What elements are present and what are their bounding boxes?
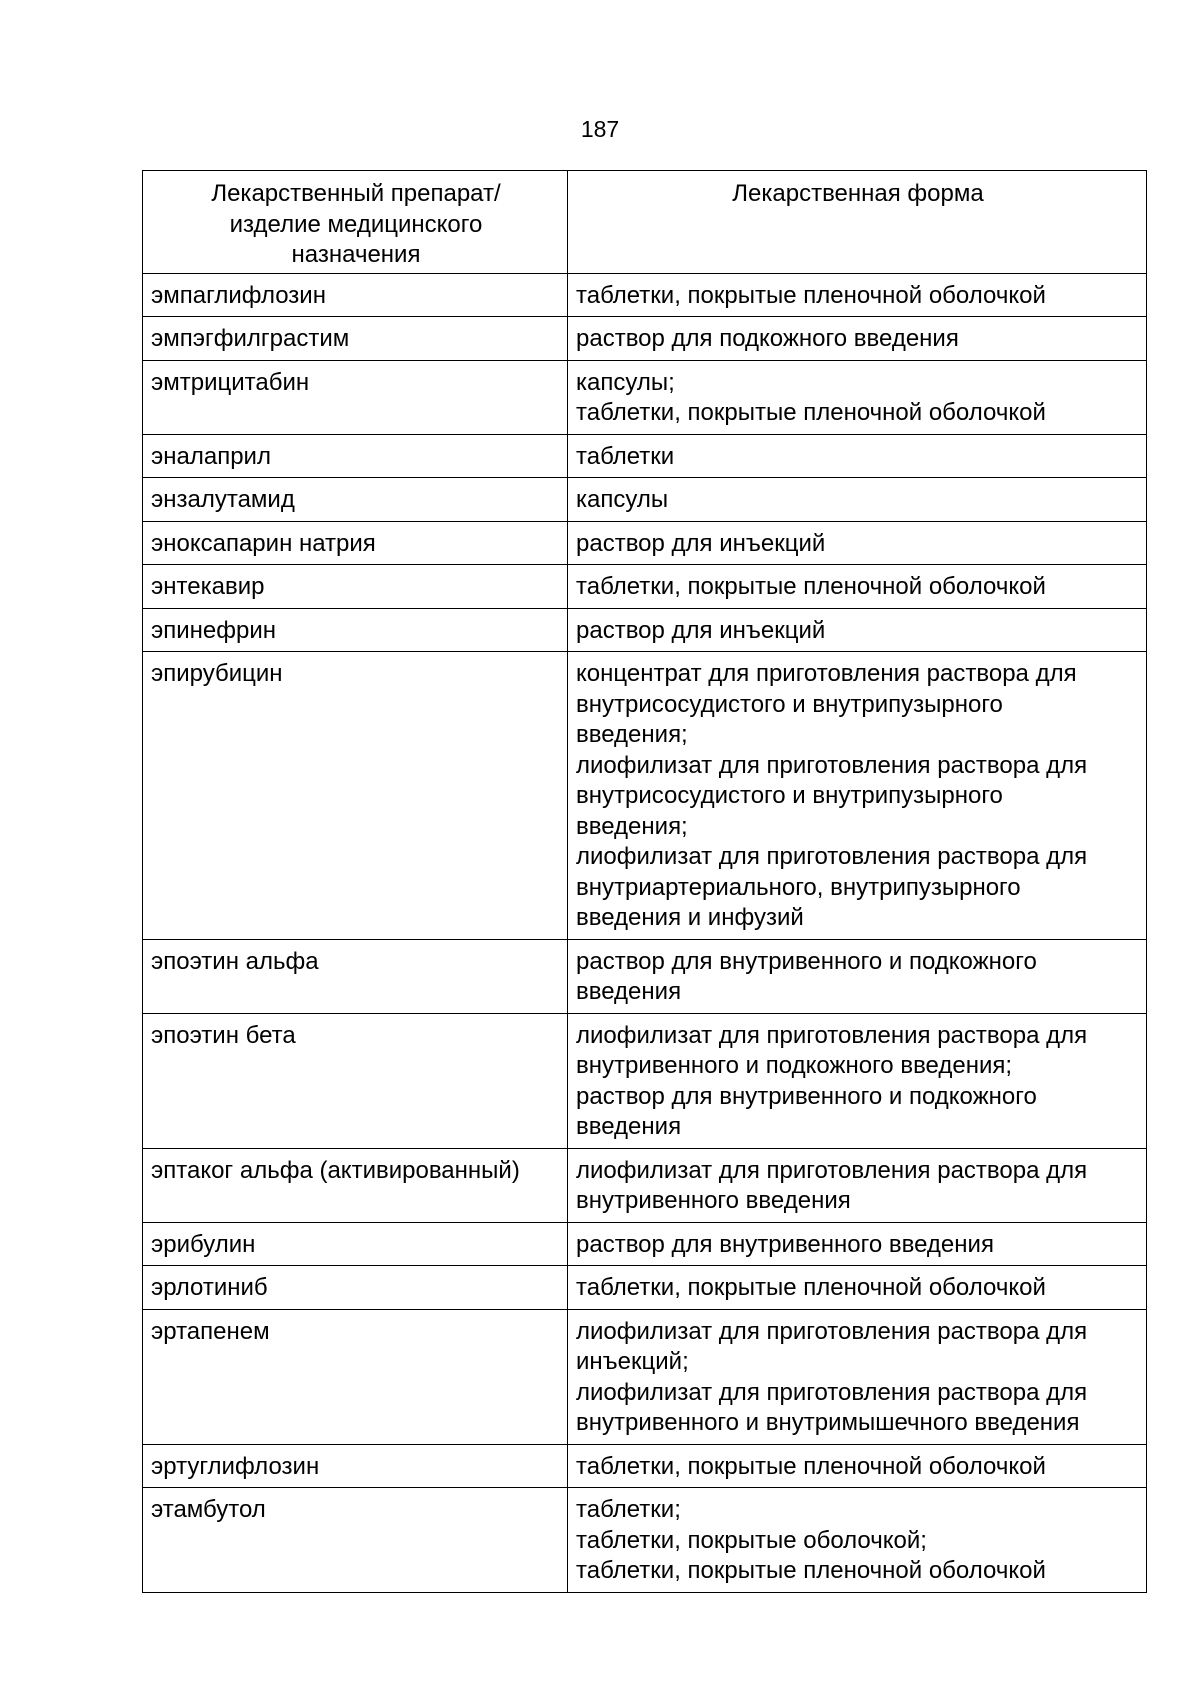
dosage-form-cell: таблетки, покрытые пленочной оболочкой: [568, 1266, 1147, 1310]
drug-name-cell: эноксапарин натрия: [143, 521, 568, 565]
table-header-row: [143, 171, 1147, 274]
dosage-form-cell: капсулы; таблетки, покрытые пленочной оболочкой: [568, 360, 1147, 434]
dosage-form-cell: лиофилизат для приготовления раствора для инъекций; лиофилизат для приготовления раствора для внутривенного и внутримышечного введения: [568, 1309, 1147, 1444]
table-row: [143, 1488, 1147, 1593]
table-row: [143, 1013, 1147, 1148]
drug-name-cell: эртапенем: [143, 1309, 568, 1444]
column-header-drug: Лекарственный препарат/ изделие медицинского назначения: [143, 171, 568, 274]
drug-name-cell: эналаприл: [143, 434, 568, 478]
table-row: [143, 478, 1147, 522]
dosage-form-cell: раствор для инъекций: [568, 608, 1147, 652]
table-row: [143, 939, 1147, 1013]
table-row: [143, 1266, 1147, 1310]
drug-name-cell: эпинефрин: [143, 608, 568, 652]
table-row: [143, 521, 1147, 565]
drug-name-cell: энтекавир: [143, 565, 568, 609]
table-row: [143, 434, 1147, 478]
drug-name-cell: эпоэтин бета: [143, 1013, 568, 1148]
table-body: [143, 273, 1147, 1592]
drug-name-cell: эпирубицин: [143, 652, 568, 940]
drug-forms-table: [142, 170, 1147, 1593]
dosage-form-cell: таблетки; таблетки, покрытые оболочкой; таблетки, покрытые пленочной оболочкой: [568, 1488, 1147, 1593]
drug-name-cell: эртуглифлозин: [143, 1444, 568, 1488]
drug-name-cell: энзалутамид: [143, 478, 568, 522]
table-row: [143, 652, 1147, 940]
dosage-form-cell: таблетки, покрытые пленочной оболочкой: [568, 273, 1147, 317]
drug-name-cell: этамбутол: [143, 1488, 568, 1593]
dosage-form-cell: раствор для инъекций: [568, 521, 1147, 565]
dosage-form-cell: таблетки, покрытые пленочной оболочкой: [568, 565, 1147, 609]
table-row: [143, 565, 1147, 609]
drug-name-cell: эрибулин: [143, 1222, 568, 1266]
dosage-form-cell: таблетки: [568, 434, 1147, 478]
table-row: [143, 317, 1147, 361]
dosage-form-cell: таблетки, покрытые пленочной оболочкой: [568, 1444, 1147, 1488]
drug-name-cell: эмпэгфилграстим: [143, 317, 568, 361]
drug-name-cell: эптаког альфа (активированный): [143, 1148, 568, 1222]
dosage-form-cell: раствор для подкожного введения: [568, 317, 1147, 361]
column-header-form: Лекарственная форма: [568, 171, 1147, 274]
dosage-form-cell: концентрат для приготовления раствора для внутрисосудистого и внутрипузырного введения; лиофилизат для приготовления раствора для внутрисосудистого и внутрипузырного введения; лиофилизат для приготовления раствора для внутриартериального, внутрипузырного введения и инфузий: [568, 652, 1147, 940]
dosage-form-cell: капсулы: [568, 478, 1147, 522]
drug-name-cell: эмпаглифлозин: [143, 273, 568, 317]
table-row: [143, 1309, 1147, 1444]
table-row: [143, 1222, 1147, 1266]
dosage-form-cell: раствор для внутривенного и подкожного введения: [568, 939, 1147, 1013]
page-number: 187: [580, 116, 620, 142]
dosage-form-cell: лиофилизат для приготовления раствора для внутривенного и подкожного введения; раствор для внутривенного и подкожного введения: [568, 1013, 1147, 1148]
table-row: [143, 1148, 1147, 1222]
table-row: [143, 273, 1147, 317]
drug-name-cell: эмтрицитабин: [143, 360, 568, 434]
dosage-form-cell: лиофилизат для приготовления раствора для внутривенного введения: [568, 1148, 1147, 1222]
table-row: [143, 1444, 1147, 1488]
drug-name-cell: эпоэтин альфа: [143, 939, 568, 1013]
table-row: [143, 608, 1147, 652]
table-row: [143, 360, 1147, 434]
drug-name-cell: эрлотиниб: [143, 1266, 568, 1310]
dosage-form-cell: раствор для внутривенного введения: [568, 1222, 1147, 1266]
